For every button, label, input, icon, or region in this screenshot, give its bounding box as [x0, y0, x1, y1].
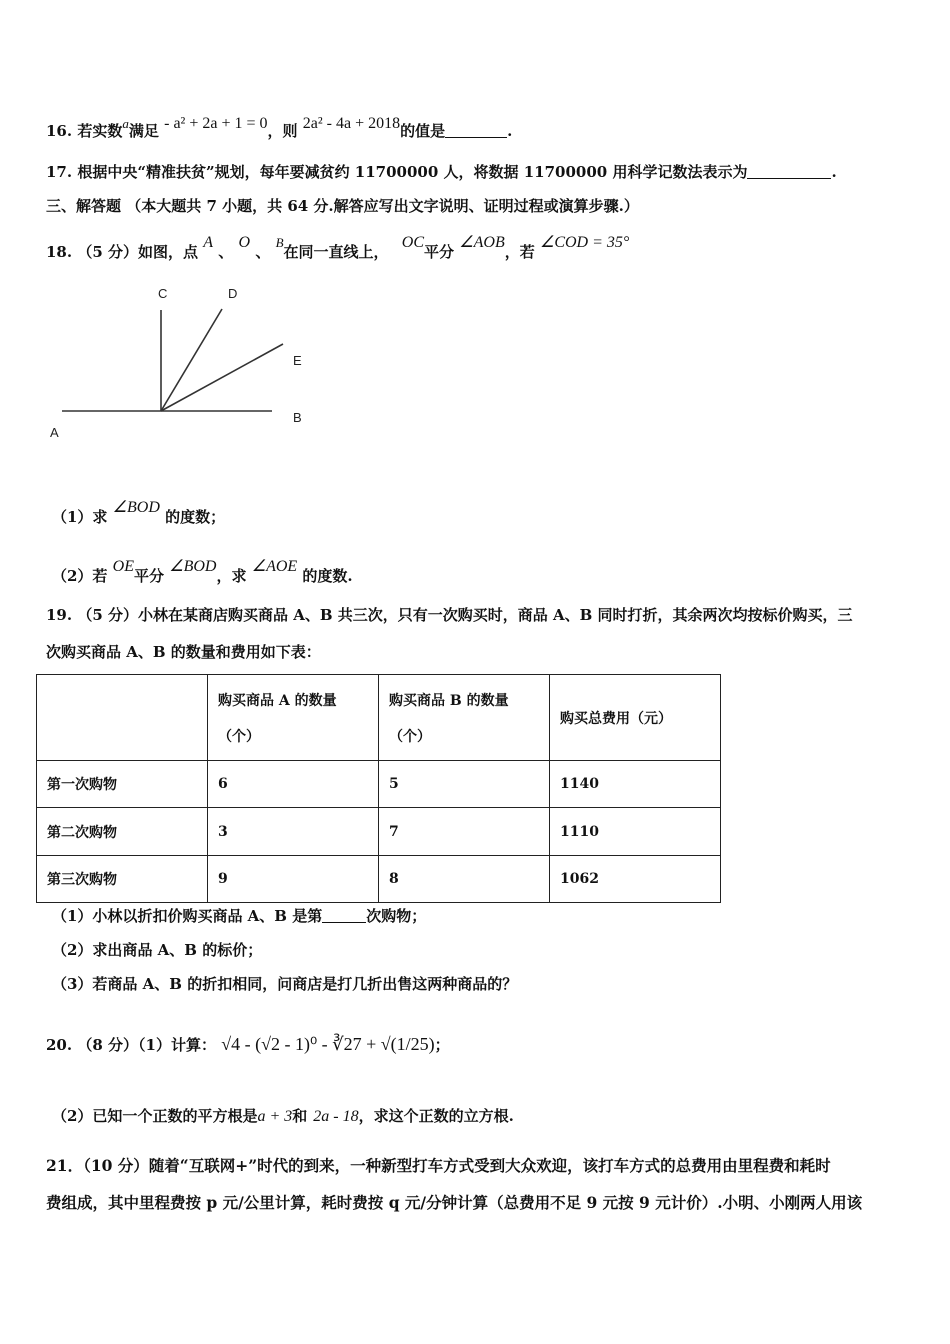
- table-header-cell: 购买商品 B 的数量 （个）: [379, 675, 550, 761]
- label-C: C: [158, 286, 168, 301]
- condition-angle: ∠COD = 35°: [539, 234, 630, 251]
- expression-16: 2a² - 4a + 2018: [302, 115, 401, 132]
- question-18-part2: （2）若 OE平分 ∠BOD，求 ∠AOE 的度数.: [52, 558, 353, 585]
- label-D: D: [228, 286, 238, 301]
- table-row: 第三次购物 9 8 1062: [37, 856, 721, 903]
- question-18-part1: （1）求 ∠BOD 的度数；: [52, 499, 226, 526]
- question-21-line1: 21．（10 分）随着“互联网+”时代的到来，一种新型打车方式受到大众欢迎，该打车方式的总费用由里程费和耗时: [46, 1156, 831, 1175]
- ray-OD: [161, 309, 222, 411]
- question-18: 18. （5 分）如图，点 A 、 O 、 B在同一直线上， OC平分 ∠AOB，若 ∠COD = 35°: [46, 234, 630, 261]
- question-19-part1: （1）小林以折扣价购买商品 A、B 是第 次购物；: [52, 907, 427, 925]
- purchase-table: [36, 674, 721, 903]
- question-16: 16. 若实数a满足 - a² + 2a + 1 = 0，则 2a² - 4a + 2018的值是 .: [46, 115, 513, 140]
- table-header-cell: 购买总费用（元）: [550, 675, 721, 761]
- question-20: 20. （8 分）（1）计算： √4 - (√2 - 1)⁰ - ∛27 + √(1/25)；: [46, 1034, 450, 1054]
- angle-figure: [40, 280, 320, 450]
- answer-blank: [747, 164, 831, 179]
- calc-expression: √4 - (√2 - 1)⁰ - ∛27 + √(1/25): [221, 1034, 435, 1054]
- table-header-row: [37, 675, 721, 761]
- answer-blank: [445, 123, 507, 138]
- table-header-cell: [37, 675, 208, 761]
- ray-OE: [161, 344, 283, 411]
- question-20-part2: （2）已知一个正数的平方根是a + 3和 2a - 18，求这个正数的立方根.: [52, 1107, 514, 1125]
- answer-blank: [322, 908, 366, 923]
- question-19-part3: （3）若商品 A、B 的折扣相同，问商店是打几折出售这两种商品的？: [52, 975, 518, 993]
- question-17: 17. 根据中央“精准扶贫”规划，每年要减贫约 11700000 人，将数据 11700000 用科学记数法表示为 .: [46, 163, 837, 181]
- section-heading: 三、解答题 （本大题共 7 小题，共 64 分.解答应写出文字说明、证明过程或演算步骤.）: [46, 197, 639, 215]
- question-19-line1: 19. （5 分）小林在某商店购买商品 A、B 共三次，只有一次购买时，商品 A、B 同时打折，其余两次均按标价购买，三: [46, 606, 853, 624]
- label-A: A: [50, 425, 59, 440]
- label-B: B: [293, 410, 302, 425]
- label-E: E: [293, 353, 302, 368]
- question-19-line2: 次购买商品 A、B 的数量和费用如下表：: [46, 643, 321, 661]
- table-row: 第二次购物 3 7 1110: [37, 808, 721, 856]
- question-21-line2: 费组成，其中里程费按 p 元/公里计算，耗时费按 q 元/分钟计算（总费用不足 9 元按 9 元计价）.小明、小刚两人用该: [46, 1193, 863, 1212]
- question-19-part2: （2）求出商品 A、B 的标价；: [52, 941, 263, 959]
- equation-16: - a² + 2a + 1 = 0: [164, 115, 268, 132]
- table-header-cell: 购买商品 A 的数量 （个）: [208, 675, 379, 761]
- table-row: 第一次购物 6 5 1140: [37, 761, 721, 808]
